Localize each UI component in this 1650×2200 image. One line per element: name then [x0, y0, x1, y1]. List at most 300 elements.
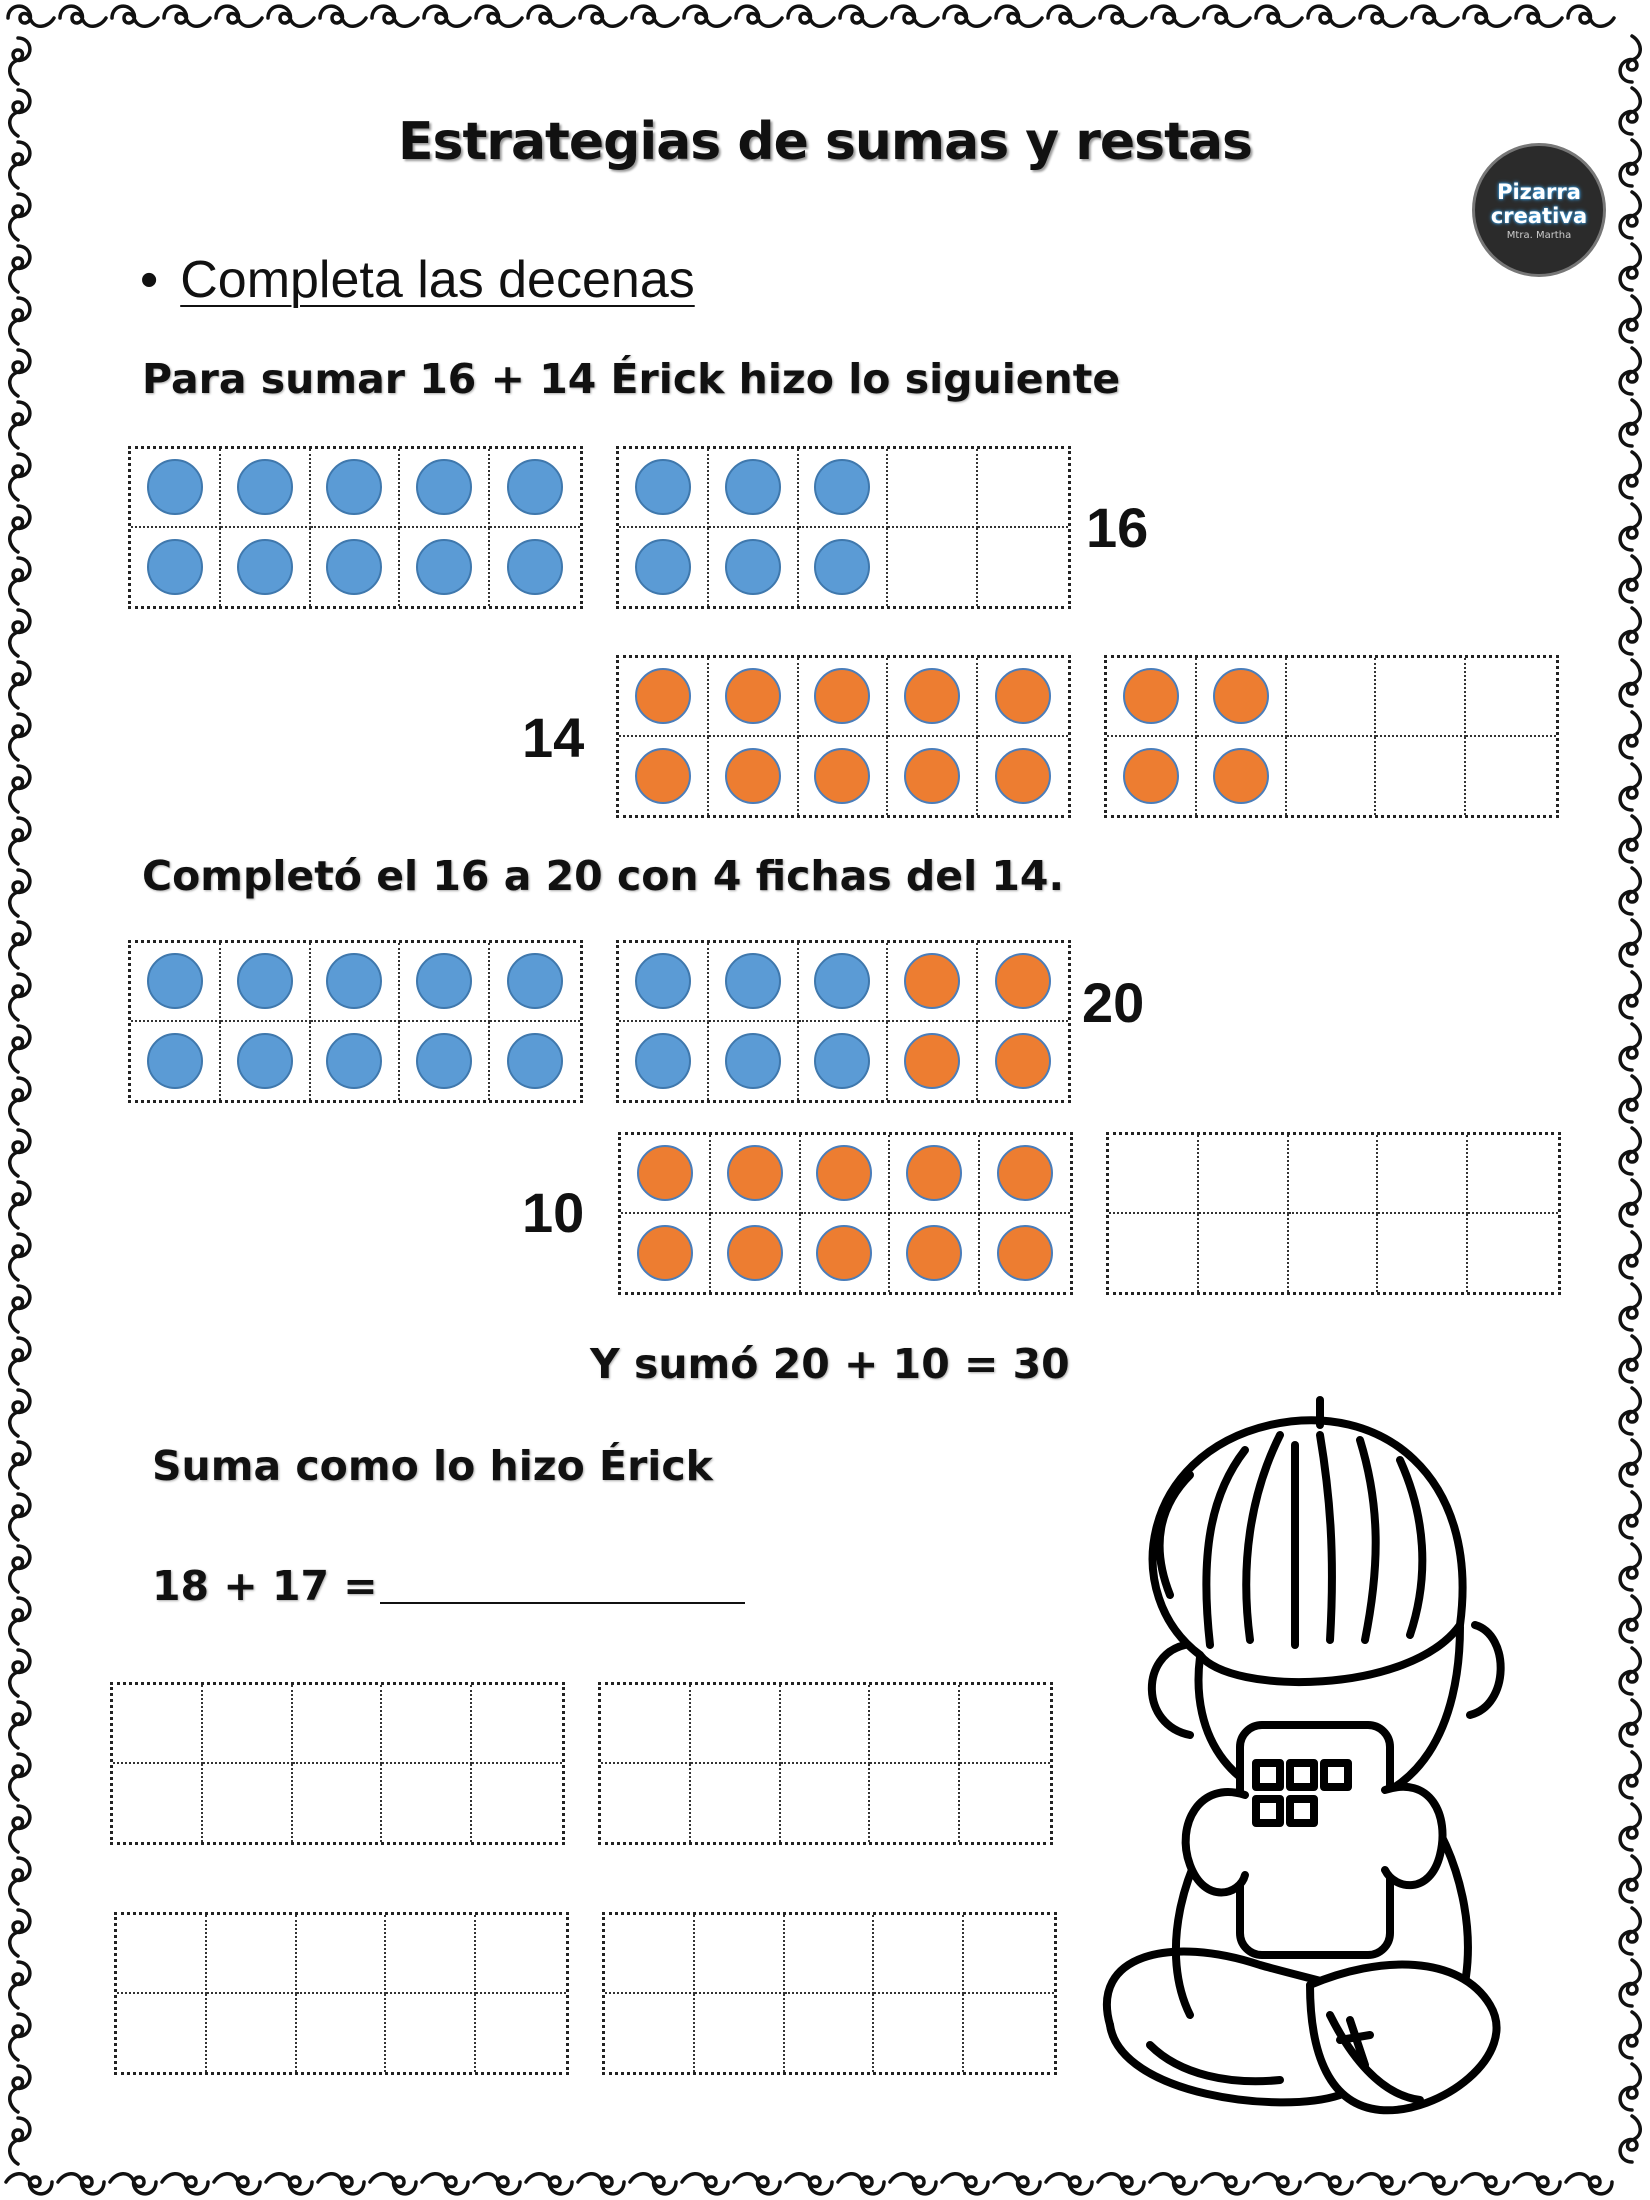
- border-swirl: [1412, 6, 1458, 26]
- ten-frame-cell: [888, 943, 978, 1022]
- ten-frame-cell: [400, 449, 490, 528]
- border-swirl: [10, 1650, 30, 1696]
- border-swirl: [1620, 1024, 1640, 1070]
- blue-counter: [635, 459, 691, 515]
- orange-counter: [995, 953, 1051, 1009]
- ten-frame-cell: [221, 1022, 311, 1101]
- border-swirl: [526, 2174, 572, 2194]
- ten-frame-cell[interactable]: [297, 1994, 387, 2073]
- border-swirl: [10, 1182, 30, 1228]
- ten-frame-cell: [1287, 658, 1377, 737]
- orange-counter: [816, 1225, 872, 1281]
- orange-counter: [995, 748, 1051, 804]
- ten-frame-cell: [888, 449, 978, 528]
- border-swirl: [10, 2014, 30, 2060]
- border-swirl: [942, 2174, 988, 2194]
- border-swirl: [1620, 1336, 1640, 1382]
- ten-frame-cell[interactable]: [605, 1994, 695, 2073]
- ten-frame-cell: [311, 449, 401, 528]
- blue-counter: [635, 539, 691, 595]
- ten-frame-cell[interactable]: [293, 1764, 383, 1843]
- ten-frame-cell[interactable]: [960, 1764, 1050, 1843]
- border-swirl: [10, 1598, 30, 1644]
- border-swirl: [1620, 1440, 1640, 1486]
- border-swirl: [10, 2118, 30, 2164]
- blue-counter: [147, 459, 203, 515]
- border-swirl: [1098, 2174, 1144, 2194]
- ten-frame-cell: [799, 737, 889, 816]
- border-swirl: [1048, 6, 1094, 26]
- orange-counter: [727, 1145, 783, 1201]
- border-swirl: [10, 1442, 30, 1488]
- ten-frame-cell: [619, 658, 709, 737]
- orange-counter: [995, 668, 1051, 724]
- border-swirl: [164, 6, 210, 26]
- exercise-ten-frame[interactable]: [598, 1682, 1053, 1845]
- border-swirl: [1620, 192, 1640, 238]
- border-swirl: [1620, 452, 1640, 498]
- ten-frame-cell: [709, 737, 799, 816]
- logo-line-2: creativa: [1490, 204, 1588, 228]
- border-swirl: [996, 6, 1042, 26]
- ten-frame-cell: [709, 943, 799, 1022]
- border-swirl: [1620, 972, 1640, 1018]
- blue-counter: [725, 539, 781, 595]
- exercise-ten-frame[interactable]: [602, 1912, 1057, 2075]
- border-swirl: [10, 766, 30, 812]
- border-swirl: [10, 454, 30, 500]
- border-swirl: [1620, 1648, 1640, 1694]
- border-swirl: [1620, 296, 1640, 342]
- border-swirl: [1620, 2012, 1640, 2058]
- blue-counter: [237, 459, 293, 515]
- ten-frame-cell: [311, 943, 401, 1022]
- border-swirl: [6, 2174, 52, 2194]
- border-swirl: [10, 2066, 30, 2112]
- border-swirl: [528, 6, 574, 26]
- border-swirl: [1620, 1180, 1640, 1226]
- section-title: Completa las decenas: [180, 251, 695, 309]
- exercise-prompt: Suma como lo hizo Érick: [152, 1442, 713, 1490]
- ten-frame-cell: [1468, 1214, 1558, 1293]
- orange-counter: [725, 668, 781, 724]
- ten-frame-cell[interactable]: [203, 1685, 293, 1764]
- ten-frame-cell[interactable]: [207, 1994, 297, 2073]
- ten-frame-cell[interactable]: [472, 1764, 562, 1843]
- border-swirl: [1514, 2174, 1560, 2194]
- border-swirl: [10, 1910, 30, 1956]
- ten-frame-cell: [709, 1022, 799, 1101]
- blue-counter: [725, 459, 781, 515]
- ten-frame-cell[interactable]: [781, 1685, 871, 1764]
- blue-counter: [147, 539, 203, 595]
- border-swirl: [370, 2174, 416, 2194]
- blue-counter: [237, 1033, 293, 1089]
- border-swirl: [1620, 244, 1640, 290]
- blue-counter: [237, 953, 293, 1009]
- ten-frame-cell: [619, 449, 709, 528]
- orange-counter: [904, 953, 960, 1009]
- ten-frame-cell: [799, 1022, 889, 1101]
- blue-counter: [507, 1033, 563, 1089]
- border-swirl: [1620, 348, 1640, 394]
- ten-frame-cell[interactable]: [117, 1994, 207, 2073]
- ten-frame-cell: [978, 737, 1068, 816]
- page-title: Estrategias de sumas y restas: [397, 112, 1253, 172]
- exercise-ten-frame[interactable]: [114, 1912, 569, 2075]
- ten-frame-cell: [711, 1214, 801, 1293]
- border-swirl: [1620, 1856, 1640, 1902]
- border-swirl: [60, 6, 106, 26]
- ten-frame-cell: [1289, 1214, 1379, 1293]
- ten-frame-cell: [1199, 1214, 1289, 1293]
- orange-counter: [1213, 668, 1269, 724]
- ten-frame-14-full: [616, 655, 1071, 818]
- ten-frame-cell[interactable]: [691, 1685, 781, 1764]
- ten-frame-cell[interactable]: [874, 1915, 964, 1994]
- ten-frame-cell[interactable]: [382, 1764, 472, 1843]
- border-swirl: [1620, 816, 1640, 862]
- exercise-equation: 18 + 17 =: [152, 1562, 378, 1610]
- ten-frame-cell: [400, 528, 490, 607]
- ten-frame-cell: [801, 1135, 891, 1214]
- ten-frame-cell[interactable]: [472, 1685, 562, 1764]
- ten-frame-cell: [980, 1214, 1070, 1293]
- border-swirl: [1620, 1596, 1640, 1642]
- ten-frame-cell[interactable]: [386, 1915, 476, 1994]
- border-swirl: [788, 6, 834, 26]
- logo-line-1: Pizarra: [1497, 180, 1581, 204]
- blue-counter: [147, 953, 203, 1009]
- ten-frame-16-full: [128, 446, 583, 609]
- border-swirl: [162, 2174, 208, 2194]
- ten-frame-cell: [221, 528, 311, 607]
- ten-frame-cell[interactable]: [382, 1685, 472, 1764]
- orange-counter: [814, 748, 870, 804]
- border-swirl: [10, 1858, 30, 1904]
- ten-frame-cell[interactable]: [207, 1915, 297, 1994]
- border-swirl: [1620, 1544, 1640, 1590]
- border-swirl: [10, 1286, 30, 1332]
- ten-frame-cell: [490, 449, 580, 528]
- ten-frame-cell[interactable]: [601, 1764, 691, 1843]
- border-swirl: [10, 922, 30, 968]
- label-10: 10: [522, 1181, 585, 1244]
- ten-frame-cell[interactable]: [695, 1994, 785, 2073]
- ten-frame-cell: [1289, 1135, 1379, 1214]
- ten-frame-10-empty: [1106, 1132, 1561, 1295]
- example-intro: Para sumar 16 + 14 Érick hizo lo siguiente: [142, 355, 1121, 403]
- ten-frame-20-first: [128, 940, 583, 1103]
- example-result: Y sumó 20 + 10 = 30: [590, 1340, 1070, 1388]
- ten-frame-cell[interactable]: [601, 1685, 691, 1764]
- border-swirl: [58, 2174, 104, 2194]
- ten-frame-cell[interactable]: [870, 1685, 960, 1764]
- orange-counter: [906, 1145, 962, 1201]
- ten-frame-cell[interactable]: [386, 1994, 476, 2073]
- border-swirl: [318, 2174, 364, 2194]
- bullet-icon: •: [140, 251, 159, 309]
- border-swirl: [1100, 6, 1146, 26]
- ten-frame-cell: [1376, 737, 1466, 816]
- ten-frame-cell: [1109, 1135, 1199, 1214]
- ten-frame-cell[interactable]: [964, 1915, 1054, 1994]
- orange-counter: [1213, 748, 1269, 804]
- border-swirl: [1620, 1908, 1640, 1954]
- ten-frame-cell: [709, 528, 799, 607]
- ten-frame-cell: [619, 737, 709, 816]
- ten-frame-cell: [131, 528, 221, 607]
- border-swirl: [10, 1962, 30, 2008]
- border-swirl: [1358, 2174, 1404, 2194]
- ten-frame-cell[interactable]: [781, 1764, 871, 1843]
- border-swirl: [1620, 660, 1640, 706]
- ten-frame-cell[interactable]: [476, 1915, 566, 1994]
- exercise-ten-frame[interactable]: [110, 1682, 565, 1845]
- border-swirl: [630, 2174, 676, 2194]
- ten-frame-cell: [1197, 737, 1287, 816]
- border-swirl: [892, 6, 938, 26]
- ten-frame-cell: [980, 1135, 1070, 1214]
- ten-frame-cell: [978, 1022, 1068, 1101]
- border-swirl: [10, 1546, 30, 1592]
- blue-counter: [237, 539, 293, 595]
- blue-counter: [326, 539, 382, 595]
- border-swirl: [320, 6, 366, 26]
- border-swirl: [10, 870, 30, 916]
- border-swirl: [578, 2174, 624, 2194]
- ten-frame-cell: [1197, 658, 1287, 737]
- ten-frame-cell[interactable]: [960, 1685, 1050, 1764]
- border-swirl: [1620, 400, 1640, 446]
- orange-counter: [816, 1145, 872, 1201]
- ten-frame-cell[interactable]: [870, 1764, 960, 1843]
- ten-frame-cell[interactable]: [113, 1685, 203, 1764]
- border-swirl: [10, 610, 30, 656]
- border-swirl: [110, 2174, 156, 2194]
- ten-frame-cell: [888, 737, 978, 816]
- blue-counter: [507, 539, 563, 595]
- border-swirl: [944, 6, 990, 26]
- answer-blank[interactable]: [380, 1602, 745, 1604]
- ten-frame-cell[interactable]: [691, 1764, 781, 1843]
- ten-frame-cell[interactable]: [203, 1764, 293, 1843]
- ten-frame-cell[interactable]: [785, 1994, 875, 2073]
- border-swirl: [372, 6, 418, 26]
- ten-frame-cell: [621, 1135, 711, 1214]
- ten-frame-cell: [131, 943, 221, 1022]
- ten-frame-cell: [1376, 658, 1466, 737]
- ten-frame-cell: [490, 1022, 580, 1101]
- border-swirl: [422, 2174, 468, 2194]
- border-swirl: [10, 1234, 30, 1280]
- ten-frame-cell: [131, 449, 221, 528]
- border-swirl: [10, 1702, 30, 1748]
- border-swirl: [734, 2174, 780, 2194]
- blue-counter: [326, 1033, 382, 1089]
- border-swirl: [112, 6, 158, 26]
- ten-frame-cell[interactable]: [476, 1994, 566, 2073]
- ten-frame-cell: [890, 1214, 980, 1293]
- border-swirl: [1620, 1388, 1640, 1434]
- ten-frame-cell: [311, 1022, 401, 1101]
- border-swirl: [1620, 1232, 1640, 1278]
- orange-counter: [814, 668, 870, 724]
- ten-frame-cell[interactable]: [785, 1915, 875, 1994]
- ten-frame-cell: [400, 1022, 490, 1101]
- ten-frame-cell: [1378, 1135, 1468, 1214]
- blue-counter: [725, 1033, 781, 1089]
- label-20: 20: [1082, 971, 1145, 1034]
- ten-frame-cell[interactable]: [964, 1994, 1054, 2073]
- blue-counter: [326, 459, 382, 515]
- ten-frame-cell: [799, 449, 889, 528]
- orange-counter: [635, 748, 691, 804]
- ten-frame-cell: [978, 943, 1068, 1022]
- blue-counter: [416, 1033, 472, 1089]
- blue-counter: [416, 953, 472, 1009]
- border-swirl: [424, 6, 470, 26]
- ten-frame-cell: [490, 528, 580, 607]
- ten-frame-cell: [799, 658, 889, 737]
- border-swirl: [1152, 6, 1198, 26]
- blue-counter: [635, 953, 691, 1009]
- border-swirl: [1620, 1752, 1640, 1798]
- border-swirl: [1046, 2174, 1092, 2194]
- border-swirl: [10, 350, 30, 396]
- ten-frame-cell: [888, 658, 978, 737]
- ten-frame-cell: [400, 943, 490, 1022]
- border-swirl: [216, 6, 262, 26]
- ten-frame-cell: [221, 449, 311, 528]
- border-swirl: [1620, 868, 1640, 914]
- border-swirl: [474, 2174, 520, 2194]
- border-swirl: [1620, 1076, 1640, 1122]
- border-swirl: [1204, 6, 1250, 26]
- ten-frame-cell: [1287, 737, 1377, 816]
- ten-frame-cell[interactable]: [695, 1915, 785, 1994]
- blue-counter: [814, 459, 870, 515]
- ten-frame-cell: [799, 943, 889, 1022]
- blue-counter: [814, 1033, 870, 1089]
- orange-counter: [997, 1145, 1053, 1201]
- border-swirl: [1620, 1960, 1640, 2006]
- border-swirl: [1306, 2174, 1352, 2194]
- ten-frame-cell: [1378, 1214, 1468, 1293]
- border-swirl: [838, 2174, 884, 2194]
- ten-frame-cell: [1466, 658, 1556, 737]
- border-swirl: [10, 246, 30, 292]
- orange-counter: [725, 748, 781, 804]
- border-swirl: [10, 1338, 30, 1384]
- border-swirl: [10, 1494, 30, 1540]
- border-swirl: [1410, 2174, 1456, 2194]
- border-swirl: [1462, 2174, 1508, 2194]
- border-swirl: [1254, 2174, 1300, 2194]
- ten-frame-14-partial: [1104, 655, 1559, 818]
- border-swirl: [1202, 2174, 1248, 2194]
- border-swirl: [1308, 6, 1354, 26]
- border-swirl: [632, 6, 678, 26]
- ten-frame-cell: [619, 1022, 709, 1101]
- border-swirl: [1620, 1128, 1640, 1174]
- ten-frame-cell[interactable]: [293, 1685, 383, 1764]
- ten-frame-cell: [978, 449, 1068, 528]
- orange-counter: [904, 748, 960, 804]
- ten-frame-16-partial: [616, 446, 1071, 609]
- border-swirl: [10, 1806, 30, 1852]
- ten-frame-cell: [221, 943, 311, 1022]
- ten-frame-cell[interactable]: [117, 1915, 207, 1994]
- orange-counter: [637, 1145, 693, 1201]
- ten-frame-cell[interactable]: [874, 1994, 964, 2073]
- blue-counter: [725, 953, 781, 1009]
- border-swirl: [10, 558, 30, 604]
- ten-frame-cell: [711, 1135, 801, 1214]
- ten-frame-cell: [619, 943, 709, 1022]
- ten-frame-cell: [1109, 1214, 1199, 1293]
- child-with-tablet-illustration: [1080, 1395, 1520, 2125]
- border-swirl: [10, 194, 30, 240]
- ten-frame-cell: [890, 1135, 980, 1214]
- blue-counter: [326, 953, 382, 1009]
- orange-counter: [637, 1225, 693, 1281]
- border-swirl: [580, 6, 626, 26]
- border-swirl: [994, 2174, 1040, 2194]
- border-swirl: [1620, 1284, 1640, 1330]
- border-swirl: [1620, 920, 1640, 966]
- border-swirl: [10, 298, 30, 344]
- border-swirl: [1568, 6, 1614, 26]
- border-swirl: [8, 6, 54, 26]
- blue-counter: [416, 459, 472, 515]
- border-swirl: [1620, 36, 1640, 82]
- border-swirl: [1620, 1804, 1640, 1850]
- orange-counter: [995, 1033, 1051, 1089]
- border-swirl: [10, 1026, 30, 1072]
- orange-counter: [904, 1033, 960, 1089]
- border-swirl: [1620, 712, 1640, 758]
- border-swirl: [1620, 504, 1640, 550]
- blue-counter: [635, 1033, 691, 1089]
- ten-frame-cell: [978, 528, 1068, 607]
- ten-frame-cell: [619, 528, 709, 607]
- border-swirl: [684, 6, 730, 26]
- border-swirl: [1256, 6, 1302, 26]
- ten-frame-20-second: [616, 940, 1071, 1103]
- ten-frame-cell: [1468, 1135, 1558, 1214]
- border-swirl: [268, 6, 314, 26]
- orange-counter: [904, 668, 960, 724]
- border-swirl: [1620, 2064, 1640, 2110]
- ten-frame-cell: [1107, 658, 1197, 737]
- border-swirl: [214, 2174, 260, 2194]
- border-swirl: [10, 402, 30, 448]
- ten-frame-cell: [709, 449, 799, 528]
- ten-frame-cell[interactable]: [605, 1915, 695, 1994]
- ten-frame-cell: [799, 528, 889, 607]
- orange-counter: [1123, 668, 1179, 724]
- border-swirl: [10, 714, 30, 760]
- orange-counter: [997, 1225, 1053, 1281]
- label-14: 14: [522, 706, 585, 769]
- ten-frame-cell: [801, 1214, 891, 1293]
- ten-frame-cell[interactable]: [113, 1764, 203, 1843]
- blue-counter: [147, 1033, 203, 1089]
- ten-frame-cell: [621, 1214, 711, 1293]
- ten-frame-cell[interactable]: [297, 1915, 387, 1994]
- ten-frame-cell: [709, 658, 799, 737]
